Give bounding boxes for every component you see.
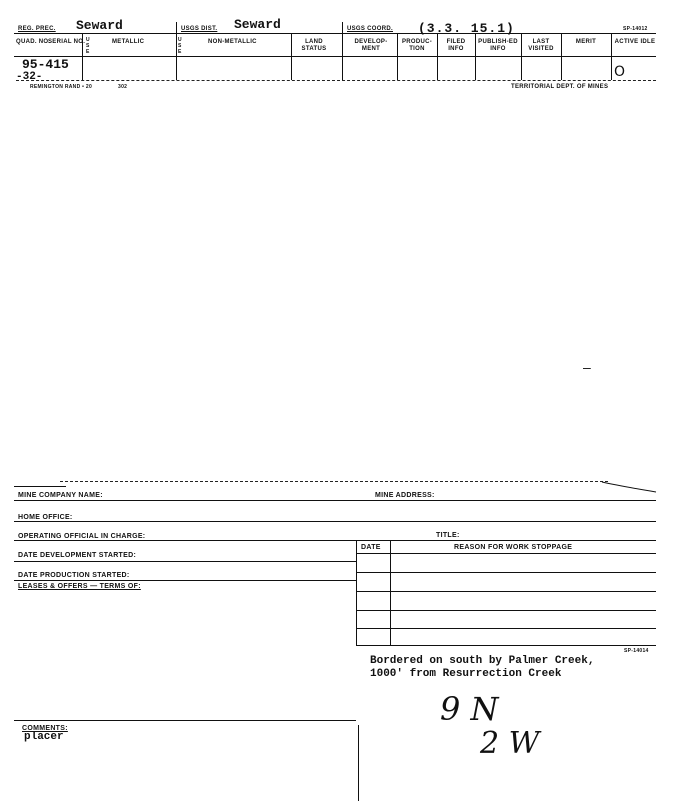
leases-label: LEASES & OFFERS — TERMS OF: bbox=[18, 583, 141, 590]
date-col-label: DATE bbox=[361, 544, 381, 551]
title-label: TITLE: bbox=[436, 532, 460, 539]
rule bbox=[14, 720, 356, 721]
col-metallic: METALLIC bbox=[112, 39, 145, 45]
col-serial-no: SERIAL NO. bbox=[48, 39, 86, 45]
col-merit: MERIT bbox=[575, 39, 597, 45]
card-top-rule bbox=[60, 481, 608, 482]
printer-code: 302 bbox=[118, 84, 128, 90]
col-last-visited: LAST VISITED bbox=[528, 39, 554, 52]
rule bbox=[356, 591, 656, 592]
column-divider bbox=[291, 34, 292, 80]
column-divider bbox=[611, 34, 612, 80]
card-bottom-rule bbox=[16, 80, 656, 81]
card-curl bbox=[600, 478, 660, 494]
reason-label: REASON FOR WORK STOPPAGE bbox=[454, 544, 573, 551]
usgs-coord-label: USGS COORD. bbox=[347, 26, 393, 32]
usgs-dist-label: USGS DIST. bbox=[181, 26, 218, 32]
agency-label: TERRITORIAL DEPT. OF MINES bbox=[511, 84, 609, 90]
reg-prec-label: REG. PREC. bbox=[18, 26, 56, 32]
date-production-label: DATE PRODUCTION STARTED: bbox=[18, 572, 130, 579]
rule bbox=[356, 645, 656, 646]
rule bbox=[14, 580, 356, 581]
location-note-line1: Bordered on south by Palmer Creek, bbox=[370, 655, 595, 667]
rule bbox=[14, 561, 356, 562]
rule bbox=[356, 553, 656, 554]
column-divider bbox=[521, 34, 522, 80]
col-production: PRODUC-TION bbox=[401, 39, 433, 52]
divider bbox=[342, 22, 343, 34]
usgs-dist-value: Seward bbox=[234, 17, 281, 32]
active-mark: O bbox=[614, 64, 626, 80]
col-quad-no: QUAD. NO. bbox=[16, 39, 51, 45]
card-top-rule bbox=[14, 486, 66, 487]
column-divider bbox=[342, 34, 343, 80]
column-header-rule bbox=[14, 56, 656, 57]
column-divider bbox=[437, 34, 438, 80]
divider bbox=[176, 22, 177, 34]
column-divider bbox=[397, 34, 398, 80]
rule bbox=[356, 628, 656, 629]
column-divider bbox=[176, 34, 177, 80]
column-divider bbox=[475, 34, 476, 80]
col-development: DEVELOP-MENT bbox=[354, 39, 388, 52]
col-use-2: U S E bbox=[178, 37, 182, 55]
operating-official-label: OPERATING OFFICIAL IN CHARGE: bbox=[18, 533, 146, 540]
usgs-coord-value: (3.3. 15.1) bbox=[418, 21, 515, 36]
rule bbox=[14, 540, 656, 541]
rule bbox=[14, 500, 656, 501]
mine-company-name-label: MINE COMPANY NAME: bbox=[18, 492, 103, 499]
location-note-line2: 1000' from Resurrection Creek bbox=[370, 668, 562, 680]
column-divider bbox=[561, 34, 562, 80]
printer-label: REMINGTON RAND • 20 bbox=[30, 84, 93, 90]
header-rule bbox=[14, 33, 656, 34]
stray-mark: – bbox=[583, 359, 591, 375]
column-divider bbox=[82, 34, 83, 80]
sub-number-value: -32- bbox=[16, 71, 43, 83]
rule bbox=[356, 572, 656, 573]
rule bbox=[14, 521, 656, 522]
form-number-front: SP-14012 bbox=[623, 26, 648, 32]
reg-prec-value: Seward bbox=[76, 18, 123, 33]
form-number-back: SP-14014 bbox=[624, 648, 649, 654]
col-active-idle: ACTIVE IDLE bbox=[614, 39, 656, 45]
date-development-label: DATE DEVELOPMENT STARTED: bbox=[18, 552, 137, 559]
handwritten-range: 2 W bbox=[480, 726, 540, 761]
col-land-status: LAND STATUS bbox=[301, 39, 327, 52]
divider bbox=[356, 540, 357, 645]
col-use-1: U S E bbox=[86, 37, 90, 55]
col-published-info: PUBLISH-ED INFO bbox=[478, 39, 518, 52]
col-filed-info: FILED INFO bbox=[446, 39, 466, 52]
col-non-metallic: NON-METALLIC bbox=[208, 39, 257, 45]
quad-serial-value: 95-415 bbox=[22, 57, 69, 72]
comments-label: COMMENTS: bbox=[22, 725, 68, 732]
divider bbox=[390, 540, 391, 645]
mine-address-label: MINE ADDRESS: bbox=[375, 492, 435, 499]
divider bbox=[358, 725, 359, 801]
handwritten-township: 9 N bbox=[440, 690, 499, 728]
rule bbox=[356, 610, 656, 611]
comments-value: placer bbox=[24, 731, 64, 743]
home-office-label: HOME OFFICE: bbox=[18, 514, 73, 521]
